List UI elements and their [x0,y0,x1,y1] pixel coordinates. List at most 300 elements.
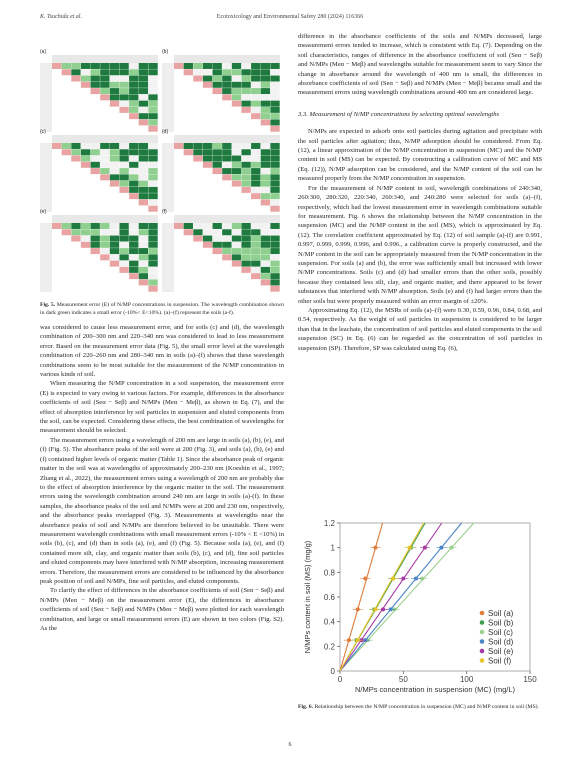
heatmap-cell [110,162,119,168]
heatmap-cell [203,242,212,248]
heatmap-cell [232,88,241,94]
heatmap-cell [261,273,270,279]
heatmap-cell [119,242,128,248]
data-point [347,638,351,642]
heatmap-cell [213,279,222,285]
heatmap-panel [40,135,158,212]
heatmap-cell [213,156,222,162]
heatmap-cell [261,94,270,100]
paragraph: Approximating Eq. (12), the MSRs of soils (a)–(f) were 0.30, 0.59, 0.96, 0.84, 0.68, and 0.54, respectively. As the weight of soil particles in suspension is considered to be larger than that in the leachate, the concentration of soil particles and eluted components in the soil suspension (SC) in Eq. (6) can be regarded as the concentration of soil particles in suspension (SP). Therefore, SP was calculated using Eq. (6), [298,306,542,352]
heatmap-cell [232,174,241,180]
heatmap-cell [213,113,222,119]
heatmap-cell [100,229,109,235]
heatmap-cell [110,113,119,119]
heatmap-cell [174,279,183,285]
heatmap-cell [110,286,119,292]
heatmap-cell [129,143,138,149]
heatmap-cell [241,113,250,119]
heatmap-cell [148,174,157,180]
heatmap-cell [71,101,80,107]
heatmap-cell [251,223,260,229]
heatmap-cell [270,181,279,187]
heatmap-cell [100,149,109,155]
heatmap-cell [184,88,193,94]
heatmap-cell [110,156,119,162]
heatmap-cell [100,223,109,229]
heatmap-cell [232,181,241,187]
heatmap-cell [62,69,71,75]
heatmap-cell [119,248,128,254]
heatmap-cell [110,76,119,82]
heatmap-cell [52,229,61,235]
heatmap-cell [139,63,148,69]
heatmap-cell [184,94,193,100]
heatmap-cell [62,149,71,155]
heatmap-header [52,55,158,63]
heatmap-cell [52,254,61,260]
heatmap-cell [139,119,148,125]
heatmap-cell [232,107,241,113]
heatmap-cell [71,168,80,174]
heatmap-cell [100,273,109,279]
running-author: K. Tsuchida et al. [40,14,82,20]
heatmap-cell [203,199,212,205]
heatmap-cell [110,279,119,285]
heatmap-cell [241,193,250,199]
heatmap-cell [62,107,71,113]
heatmap-cell [129,187,138,193]
heatmap-cell [270,206,279,212]
heatmap-cell [261,267,270,273]
heatmap-cell [129,149,138,155]
heatmap-cell [119,174,128,180]
heatmap-cell [52,168,61,174]
heatmap-cell [100,248,109,254]
heatmap-cell [184,229,193,235]
heatmap-cell [261,174,270,180]
heatmap-cell [52,174,61,180]
heatmap-cell [110,193,119,199]
heatmap-cell [110,69,119,75]
heatmap-cell [148,181,157,187]
heatmap-cell [129,88,138,94]
heatmap-cell [100,236,109,242]
heatmap-cell [81,273,90,279]
paragraph: To clarify the effect of differences in the absorbance coefficients of soil (Seα − Seβ) and N/MPs (Meα − Meβ) on the measurement error (E), the differences in absorbance coefficients of soil (Seα − Seβ) and N/MPs (Meα − Meβ) were plotted for each wavelength combination, and large or small measurement errors (E) are shown in two colors (Fig. S2). As the [40,587,284,632]
heatmap-cell [119,279,128,285]
heatmap-cell [213,107,222,113]
heatmap-cell [81,279,90,285]
heatmap-cell [241,162,250,168]
heatmap-cell [232,126,241,132]
heatmap-cell [261,181,270,187]
heatmap-cell [251,199,260,205]
heatmap-cell [251,168,260,174]
heatmap-cell [174,126,183,132]
heatmap-cell [148,149,157,155]
heatmap-cell [213,236,222,242]
heatmap-cell [222,254,231,260]
heatmap-cell [139,254,148,260]
heatmap-cell [139,88,148,94]
heatmap-cell [174,248,183,254]
heatmap-cell [261,69,270,75]
heatmap-cell [174,149,183,155]
heatmap-cell [203,168,212,174]
heatmap-cell [110,229,119,235]
heatmap-cell [119,267,128,273]
heatmap-cell [100,76,109,82]
heatmap-cell [213,223,222,229]
heatmap-cell [148,193,157,199]
heatmap-cell [81,113,90,119]
heatmap-cell [100,94,109,100]
heatmap-cell [139,286,148,292]
heatmap-cell [129,267,138,273]
heatmap-cell [100,168,109,174]
heatmap-cell [184,69,193,75]
heatmap-cell [129,199,138,205]
heatmap-cell [222,267,231,273]
heatmap-cell [52,181,61,187]
heatmap-cell [174,94,183,100]
heatmap-cell [52,88,61,94]
heatmap-cell [119,113,128,119]
heatmap-cell [251,236,260,242]
heatmap-cell [241,156,250,162]
heatmap-cell [203,236,212,242]
heatmap-cell [213,94,222,100]
heatmap-cell [261,199,270,205]
heatmap-cell [100,107,109,113]
heatmap-cell [129,236,138,242]
heatmap-cell [148,69,157,75]
heatmap-cell [241,261,250,267]
heatmap-cell [148,143,157,149]
heatmap-cell [261,168,270,174]
heatmap-cell [52,94,61,100]
heatmap-cell [222,156,231,162]
heatmap-cell [222,236,231,242]
heatmap-cell [203,119,212,125]
heatmap-cell [222,126,231,132]
heatmap-cell [91,187,100,193]
heatmap-cell [110,267,119,273]
heatmap-cell [251,279,260,285]
heatmap-cell [148,162,157,168]
heatmap-cell [91,94,100,100]
heatmap-cell [213,149,222,155]
heatmap-cell [110,63,119,69]
y-tick-label: 0.2 [323,642,335,652]
heatmap-cell [62,279,71,285]
heatmap-cell [270,187,279,193]
heatmap-cell [193,236,202,242]
heatmap-cell [261,63,270,69]
heatmap-cell [71,149,80,155]
heatmap-cell [261,149,270,155]
heatmap-cell [119,273,128,279]
heatmap-cell [174,76,183,82]
heatmap-cell [148,76,157,82]
heatmap-cell [270,76,279,82]
heatmap-cell [184,174,193,180]
heatmap-cell [91,107,100,113]
heatmap-cell [81,168,90,174]
heatmap-cell [222,88,231,94]
heatmap-cell [270,242,279,248]
heatmap-cell [139,69,148,75]
heatmap-cell [62,236,71,242]
heatmap-cell [261,206,270,212]
heatmap-cell [232,94,241,100]
heatmap-cell [71,119,80,125]
heatmap-cell [81,156,90,162]
heatmap-cell [184,248,193,254]
heatmap-cell [71,94,80,100]
heatmap-cell [193,273,202,279]
heatmap-cell [52,156,61,162]
heatmap-cell [232,156,241,162]
heatmap-cell [100,181,109,187]
heatmap-cell [261,229,270,235]
heatmap-cell [184,286,193,292]
heatmap-cell [52,248,61,254]
heatmap-cell [139,261,148,267]
heatmap-cell [71,229,80,235]
heatmap-cell [241,82,250,88]
legend-label: Soil (f) [488,656,512,666]
heatmap-cell [100,193,109,199]
heatmap-cell [184,254,193,260]
heatmap-cell [81,193,90,199]
heatmap-cell [193,187,202,193]
heatmap-cell [203,63,212,69]
figure-5-panel-label: (c) [40,129,46,135]
heatmap-cell [241,273,250,279]
heatmap-cell [110,199,119,205]
data-point [449,546,453,550]
heatmap-cell [174,286,183,292]
heatmap-cell [193,267,202,273]
heatmap-cell [119,126,128,132]
heatmap-cell [71,286,80,292]
heatmap-cell [222,149,231,155]
heatmap-cell [184,76,193,82]
heatmap-cell [62,143,71,149]
heatmap-cell [91,76,100,82]
heatmap-cell [71,206,80,212]
heatmap-cell [232,101,241,107]
heatmap-cell [203,82,212,88]
heatmap-cell [241,254,250,260]
legend-marker [480,630,485,635]
heatmap-cell [148,119,157,125]
data-point [373,546,377,550]
heatmap-cell [222,101,231,107]
heatmap-cell [174,88,183,94]
heatmap-cell [148,223,157,229]
heatmap-cell [193,113,202,119]
heatmap-cell [91,69,100,75]
heatmap-cell [100,279,109,285]
heatmap-cell [193,76,202,82]
heatmap-cell [62,156,71,162]
heatmap-cell [52,63,61,69]
heatmap-cell [91,261,100,267]
figure-5-caption [40,301,284,317]
left-column [40,323,284,633]
heatmap-cell [100,261,109,267]
heatmap-cell [241,206,250,212]
heatmap-cell [213,199,222,205]
heatmap-cell [91,63,100,69]
heatmap-cell [222,286,231,292]
data-point [439,546,443,550]
heatmap-cell [110,254,119,260]
heatmap-cell [119,88,128,94]
heatmap-cell [71,261,80,267]
heatmap-cell [213,174,222,180]
heatmap-cell [71,193,80,199]
heatmap-cell [100,162,109,168]
heatmap-cell [110,174,119,180]
heatmap-cell [148,254,157,260]
heatmap-cell [213,76,222,82]
heatmap-cell [52,76,61,82]
heatmap-cell [270,254,279,260]
heatmap-cell [251,107,260,113]
heatmap-cell [110,101,119,107]
heatmap-cell [251,267,260,273]
heatmap-cell [251,76,260,82]
heatmap-cell [222,119,231,125]
heatmap-cell [91,149,100,155]
heatmap-cell [71,126,80,132]
heatmap-cell [139,156,148,162]
x-tick-label: 150 [523,675,537,684]
heatmap-cell [174,242,183,248]
heatmap-cell [270,126,279,132]
heatmap-cell [148,229,157,235]
heatmap-cell [261,113,270,119]
heatmap-cell [71,279,80,285]
heatmap-cell [119,162,128,168]
heatmap-cell [62,242,71,248]
heatmap-cell [174,267,183,273]
heatmap-cell [193,63,202,69]
heatmap-cell [203,206,212,212]
heatmap-cell [222,199,231,205]
data-point [356,607,360,611]
heatmap-cell [100,69,109,75]
heatmap-cell [52,101,61,107]
heatmap-cell [139,187,148,193]
heatmap-cell [222,113,231,119]
heatmap-cell [81,223,90,229]
y-tick-label: 1.2 [323,519,335,528]
heatmap-cell [81,82,90,88]
paragraph: N/MPs are expected to adsorb onto soil particles during agitation and precipitate with the soil particles after agitation; thus, N/MP adsorption should be considered. From Eq. (12), a linear approximation of the N/MP concentration in suspension (MC) and the N/MP content in soil (MS) can be expected. By constructing a calibration curve of MC and MS (Eq. (12)), N/MP adsorption can be considered, and the N/MP content of the soil can be measured properly from the N/MP concentration in suspension. [298,128,542,183]
heatmap-cell [184,82,193,88]
heatmap-cell [71,82,80,88]
heatmap-cell [174,193,183,199]
data-point [389,607,393,611]
heatmap-cell [174,273,183,279]
heatmap-cell [213,206,222,212]
heatmap-cell [213,248,222,254]
heatmap-cell [148,267,157,273]
heatmap-cell [251,193,260,199]
legend-marker [480,649,485,654]
heatmap-cell [193,193,202,199]
heatmap-cell [241,267,250,273]
heatmap-cell [52,279,61,285]
heatmap-cell [129,223,138,229]
heatmap-cell [139,168,148,174]
heatmap-cell [232,229,241,235]
heatmap-cell [100,174,109,180]
heatmap-cell [261,162,270,168]
legend-label: Soil (b) [488,618,514,628]
heatmap-cell [129,242,138,248]
heatmap-cell [232,199,241,205]
x-tick-label: 50 [398,675,408,684]
heatmap-cell [193,94,202,100]
heatmap-cell [270,267,279,273]
heatmap-cell [110,88,119,94]
paragraph: The measurement errors using a wavelength of 200 nm are large in soils (a), (b), (e), and (f) (Fig. 5). The absorbance peaks of the soil were at 200 (Fig. 3), and soils (a), (b), (e) and (f) contained higher levels of organic matter (Table 1). Since the absorbance peak of organic matter in the soil was at wavelengths of approximately 200–230 nm (Koeshin et al., 1997; Zhang et al., 2022), the measurement errors using a wavelength of 200 nm are probably due to the effect of absorption interference by the organic matter in the soil. The measurement errors using the wavelength combination around 240 nm are large in soils (a)-(f). In these samples, the absorbance peaks of the soil and N/MPs were at 200 and 230 nm, respectively, and the absorbance peaks overlapped (Fig. 3). Measurements at wavelengths near the absorbance peaks of soil and N/MPs are therefore believed to be unsuitable. There were measurement wavelength combinations with small measurement errors (-10% < E <10%) in soils (b), (c), and (d) than in soils (a), (e), and (f) (Fig. 5). Because soils (a), (e), and (f) contained more silt, clay, and organic matter than soils (b), (c), and (d), fine soil particles and eluted components may have interfered with N/MP absorption, increasing measurement errors. Therefore, the measurement errors are considered to be influenced by the absorbance peak position of soil and N/MPs, fine soil particles, and eluted components. [40,436,284,585]
heatmap-cell [184,193,193,199]
heatmap-cell [129,107,138,113]
heatmap-cell [213,168,222,174]
heatmap-cell [91,236,100,242]
heatmap-cell [251,174,260,180]
heatmap-panel [162,215,280,292]
heatmap-cell [119,149,128,155]
heatmap-cell [62,193,71,199]
heatmap-cell [270,174,279,180]
heatmap-cell [139,82,148,88]
heatmap-cell [232,63,241,69]
heatmap-cell [222,273,231,279]
heatmap-cell [251,162,260,168]
heatmap-cell [119,168,128,174]
heatmap-cell [251,261,260,267]
heatmap-cell [119,101,128,107]
heatmap-cell [81,206,90,212]
heatmap-cell [193,261,202,267]
figure-5-panel-label: (b) [162,49,169,55]
heatmap-cell [213,273,222,279]
heatmap-cell [241,69,250,75]
heatmap-cell [91,113,100,119]
heatmap-cell [52,236,61,242]
heatmap-cell [241,168,250,174]
heatmap-cell [110,187,119,193]
heatmap-cell [91,223,100,229]
heatmap-cell [148,236,157,242]
heatmap-cell [91,156,100,162]
heatmap-cell [193,223,202,229]
heatmap-cell [270,149,279,155]
heatmap-cell [71,267,80,273]
heatmap-cell [129,254,138,260]
heatmap-cell [232,82,241,88]
heatmap-cell [241,94,250,100]
heatmap-cell [62,63,71,69]
heatmap-cell [139,229,148,235]
